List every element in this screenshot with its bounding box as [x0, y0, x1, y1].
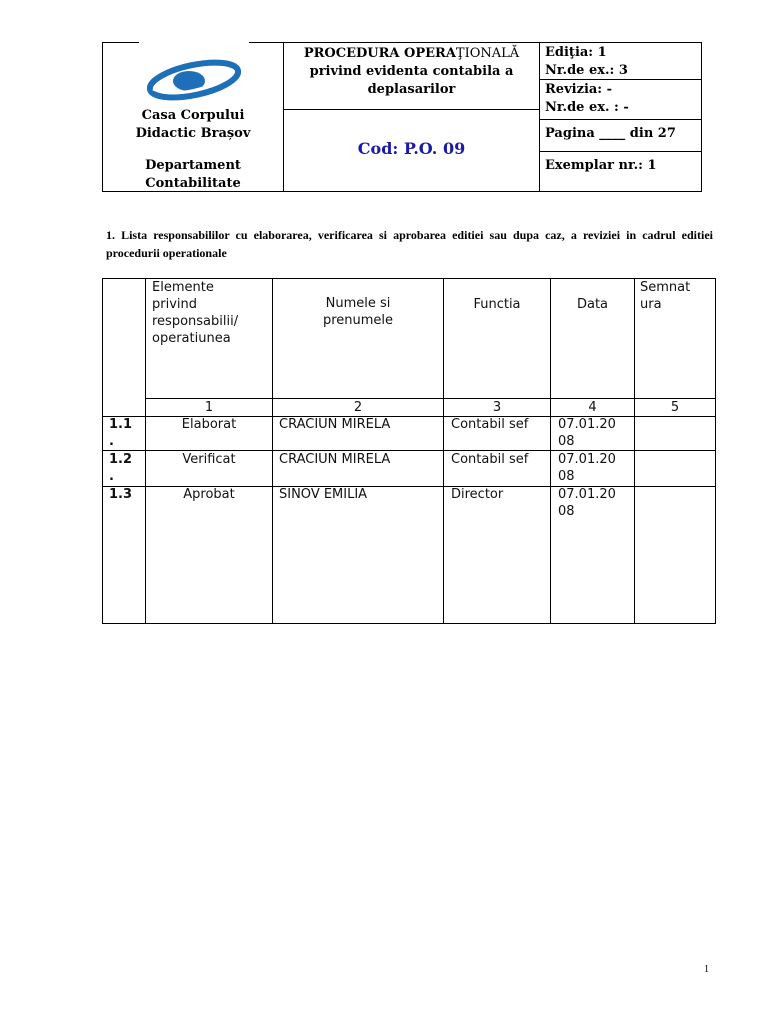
column-number: 4 [588, 400, 597, 415]
row-number: 1.2 . [109, 452, 133, 484]
table-divider [272, 279, 273, 623]
row-date: 07.01.20 08 [558, 417, 616, 449]
header-border-gap [139, 41, 249, 44]
row-element: Aprobat [183, 487, 235, 502]
header-elemente: Elemente privind responsabilii/ operatiunea [152, 280, 239, 346]
department-name: Departament Contabilitate [145, 158, 241, 191]
column-number: 2 [353, 400, 363, 415]
row-number: 1.3 [109, 487, 133, 502]
row-element: Verificat [182, 452, 236, 467]
header-semnatura: Semnat ura [640, 280, 691, 312]
row-name: SINOV EMILIA [279, 487, 368, 502]
responsibles-table [102, 278, 716, 624]
procedure-code: Cod: P.O. 09 [357, 139, 466, 158]
header-functia: Functia [473, 297, 521, 312]
institution-logo [147, 55, 241, 105]
header-divider [540, 151, 702, 152]
row-function: Contabil sef [451, 417, 529, 432]
row-element: Elaborat [181, 417, 237, 432]
column-number: 5 [670, 400, 680, 415]
table-divider [550, 279, 551, 623]
column-number: 1 [204, 400, 214, 415]
copy-number: Exemplar nr.: 1 [545, 158, 657, 173]
table-divider [634, 279, 635, 623]
edition-info: Ediţia: 1 Nr.de ex.: 3 [545, 45, 628, 78]
row-date: 07.01.20 08 [558, 487, 616, 519]
header-divider [539, 43, 540, 191]
document-header [102, 42, 702, 192]
page-count: Pagina ____ din 27 [545, 126, 676, 141]
header-divider [540, 119, 702, 120]
column-number: 3 [492, 400, 502, 415]
row-function: Contabil sef [451, 452, 529, 467]
header-numele: Numele si prenumele [322, 296, 394, 328]
row-name: CRACIUN MIRELA [279, 452, 391, 467]
section-intro: 1. Lista responsabililor cu elaborarea, verificarea si aprobarea editiei sau dupa caz, a reviziei in cadrul editiei procedurii operationale [106, 228, 713, 260]
header-data: Data [576, 297, 609, 312]
header-divider [284, 109, 539, 110]
revision-info: Revizia: - Nr.de ex. : - [545, 82, 629, 115]
page-number: 1 [704, 964, 709, 975]
row-number: 1.1 . [109, 417, 133, 449]
institution-name: Casa Corpului Didactic Brașov [135, 108, 251, 141]
table-divider [443, 279, 444, 623]
procedure-title: PROCEDURA OPERAŢIONALĂ privind evidenta contabila a deplasarilor [303, 46, 520, 97]
row-date: 07.01.20 08 [558, 452, 616, 484]
row-name: CRACIUN MIRELA [279, 417, 391, 432]
row-function: Director [451, 487, 504, 502]
